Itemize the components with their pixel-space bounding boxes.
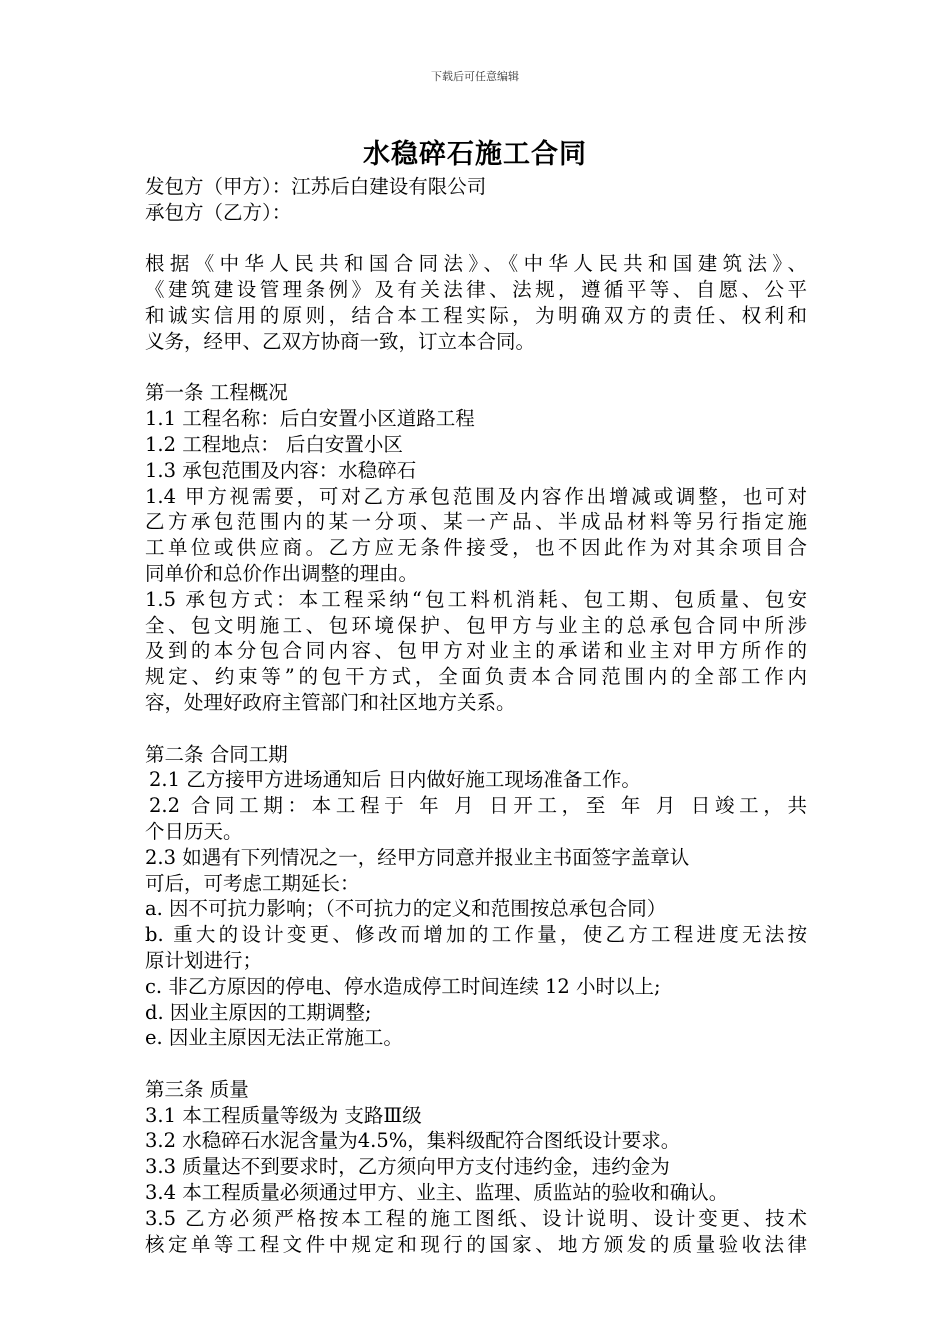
item-3-4: 3.4 本工程质量必须通过甲方、业主、监理、质监站的验收和确认。: [145, 1181, 729, 1205]
item-1-4-line: 1.4 甲方视需要，可对乙方承包范围及内容作出增减或调整，也可对: [145, 484, 807, 508]
spacer: [145, 355, 807, 381]
item-1-2: 1.2 工程地点： 后白安置小区: [145, 432, 403, 456]
item-2-b-line: b. 重大的设计变更、修改而增加的工作量，使乙方工程进度无法按: [145, 923, 807, 947]
item-2-d: d. 因业主原因的工期调整;: [145, 1000, 372, 1024]
item-2-a: a. 因不可抗力影响；（不可抗力的定义和范围按总承包合同）: [145, 897, 667, 921]
item-1-4-line: 同单价和总价作出调整的理由。: [145, 561, 419, 585]
item-3-5-line: 核定单等工程文件中规定和现行的国家、地方颁发的质量验收法律: [145, 1232, 807, 1256]
item-1-4-line: 乙方承包范围内的某一分项、某一产品、半成品材料等另行指定施: [145, 510, 807, 534]
contract-body: [145, 174, 807, 1257]
item-1-5-line: 规定、约束等”的包干方式，全面负责本合同范围内的全部工作内: [145, 665, 807, 689]
item-2-c: c. 非乙方原因的停电、停水造成停工时间连续 12 小时以上;: [145, 974, 661, 998]
spacer: [145, 716, 807, 742]
preamble-line: 根据《中华人民共和国合同法》、《中华人民共和国建筑法》、: [145, 252, 807, 276]
spacer: [145, 226, 807, 252]
spacer: [145, 1051, 807, 1077]
item-3-1: 3.1 本工程质量等级为 支路Ⅲ级: [145, 1103, 422, 1127]
preamble-line: 《建筑建设管理条例》及有关法律、法规，遵循平等、自愿、公平: [145, 278, 807, 302]
preamble-line: 义务，经甲、乙双方协商一致，订立本合同。: [145, 329, 536, 353]
party-b-line: 承包方（乙方）：: [145, 200, 292, 224]
item-3-3: 3.3 质量达不到要求时，乙方须向甲方支付违约金，违约金为: [145, 1155, 670, 1179]
item-1-4-line: 工单位或供应商。乙方应无条件接受，也不因此作为对其余项目合: [145, 536, 807, 560]
preamble-line: 和诚实信用的原则，结合本工程实际，为明确双方的责任、权利和: [145, 303, 807, 327]
article-3-heading: 第三条 质量: [145, 1077, 249, 1101]
item-2-e: e. 因业主原因无法正常施工。: [145, 1026, 403, 1050]
item-2-2-line: 2.2 合同工期：本工程于 年 月 日开工，至 年 月 日竣工，共: [149, 794, 807, 818]
item-1-3: 1.3 承包范围及内容：水稳碎石: [145, 458, 417, 482]
article-1-heading: 第一条 工程概况: [145, 381, 288, 405]
item-2-1: 2.1 乙方接甲方进场通知后 日内做好施工现场准备工作。: [149, 768, 641, 792]
item-2-3-line: 可后，可考虑工期延长：: [145, 871, 360, 895]
item-2-2-line: 个日历天。: [145, 819, 243, 843]
item-3-2: 3.2 水稳碎石水泥含量为4.5%，集料级配符合图纸设计要求。: [145, 1129, 681, 1153]
item-1-5-line: 全、包文明施工、包环境保护、包甲方与业主的总承包合同中所涉: [145, 613, 807, 637]
item-2-3-line: 2.3 如遇有下列情况之一，经甲方同意并报业主书面签字盖章认: [145, 845, 690, 869]
item-3-5-line: 3.5 乙方必须严格按本工程的施工图纸、设计说明、设计变更、技术: [145, 1206, 807, 1230]
item-1-1: 1.1 工程名称：后白安置小区道路工程: [145, 407, 475, 431]
page-title: 水稳碎石施工合同: [363, 139, 587, 170]
article-2-heading: 第二条 合同工期: [145, 742, 288, 766]
item-1-5-line: 及到的本分包合同内容、包甲方对业主的承诺和业主对甲方所作的: [145, 639, 807, 663]
item-1-5-line: 1.5 承包方式：本工程采纳“包工料机消耗、包工期、包质量、包安: [145, 587, 807, 611]
party-a-line: 发包方（甲方）：江苏后白建设有限公司: [145, 175, 487, 198]
item-2-b-line: 原计划进行；: [145, 948, 263, 972]
header-note: 下载后可任意编辑: [431, 70, 519, 83]
item-1-5-line: 容，处理好政府主管部门和社区地方关系。: [145, 690, 516, 714]
